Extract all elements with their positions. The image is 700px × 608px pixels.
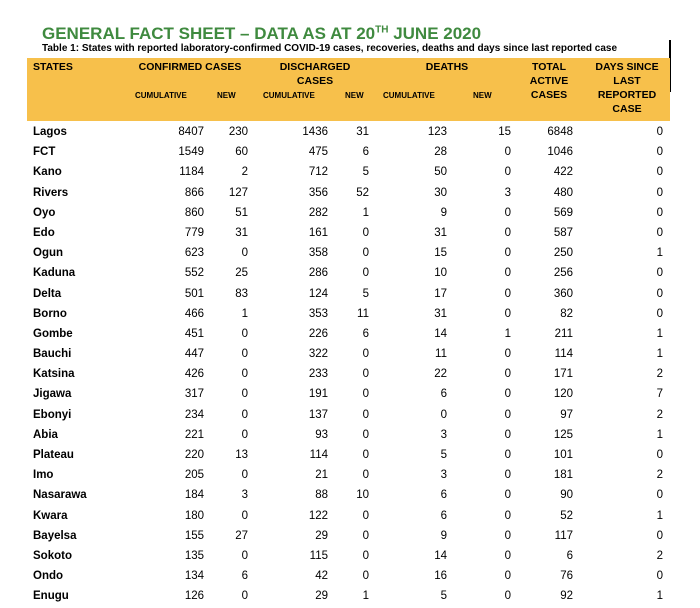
header-days-3: REPORTED <box>597 89 657 101</box>
deaths-cumulative: 3 <box>440 469 447 482</box>
days-since-last: 0 <box>656 226 663 239</box>
days-since-last: 1 <box>656 327 663 340</box>
state-name: Bayelsa <box>33 529 77 542</box>
table-row <box>27 426 670 446</box>
discharged-new: 31 <box>356 126 369 138</box>
deaths-cumulative: 9 <box>440 529 447 542</box>
discharged-new: 0 <box>362 449 369 461</box>
deaths-cumulative: 14 <box>434 327 447 340</box>
total-active: 52 <box>560 509 573 522</box>
confirmed-cumulative: 184 <box>184 489 204 502</box>
confirmed-new: 60 <box>235 146 248 159</box>
discharged-cumulative: 191 <box>308 388 328 401</box>
discharged-new: 0 <box>362 247 369 260</box>
discharged-new: 6 <box>362 327 369 340</box>
deaths-new: 0 <box>504 226 511 239</box>
state-name: Ondo <box>33 570 64 583</box>
confirmed-cumulative: 552 <box>184 267 204 280</box>
discharged-cumulative: 233 <box>308 368 328 381</box>
table-row <box>27 365 670 385</box>
state-name: Delta <box>33 287 62 300</box>
days-since-last: 1 <box>656 590 663 603</box>
discharged-cumulative: 21 <box>315 469 328 482</box>
discharged-cumulative: 1436 <box>302 126 328 138</box>
discharged-cumulative: 88 <box>315 489 328 502</box>
table-row <box>27 264 670 284</box>
state-name: Abia <box>33 428 58 441</box>
table-row <box>27 184 670 204</box>
deaths-new: 0 <box>504 166 511 179</box>
total-active: 92 <box>560 590 573 603</box>
confirmed-new: 0 <box>241 368 248 381</box>
confirmed-new: 0 <box>241 428 248 441</box>
discharged-cumulative: 226 <box>308 327 328 340</box>
confirmed-cumulative: 205 <box>184 469 204 482</box>
table-row <box>27 527 670 547</box>
confirmed-cumulative: 1184 <box>179 166 204 179</box>
total-active: 101 <box>553 449 573 461</box>
state-name: Jigawa <box>33 388 72 401</box>
days-since-last: 0 <box>656 307 663 320</box>
header-deaths-cumulative: CUMULATIVE <box>383 91 435 100</box>
deaths-new: 0 <box>504 489 511 502</box>
deaths-cumulative: 22 <box>434 368 447 381</box>
table-row <box>27 244 670 264</box>
days-since-last: 0 <box>656 126 663 138</box>
days-since-last: 0 <box>656 489 663 502</box>
confirmed-new: 27 <box>235 529 248 542</box>
deaths-new: 15 <box>498 126 511 138</box>
table-row <box>27 507 670 527</box>
confirmed-new: 1 <box>241 307 248 320</box>
deaths-cumulative: 5 <box>440 590 447 603</box>
table-row <box>27 547 670 567</box>
discharged-new: 0 <box>362 509 369 522</box>
days-since-last: 0 <box>656 267 663 280</box>
header-total-1: TOTAL <box>531 61 567 73</box>
total-active: 171 <box>553 368 573 381</box>
table-body <box>27 123 670 608</box>
confirmed-new: 0 <box>241 388 248 401</box>
header-discharged-1: DISCHARGED <box>279 61 351 73</box>
header-days-2: LAST <box>613 75 641 87</box>
deaths-new: 0 <box>504 247 511 260</box>
total-active: 6 <box>566 549 573 562</box>
days-since-last: 2 <box>656 549 663 562</box>
state-name: Gombe <box>33 327 73 340</box>
table-row <box>27 325 670 345</box>
table-row <box>27 446 670 466</box>
deaths-cumulative: 17 <box>434 287 447 300</box>
table-row <box>27 204 670 224</box>
table-row <box>27 466 670 486</box>
state-name: Rivers <box>33 186 69 199</box>
header-discharged-cumulative: CUMULATIVE <box>263 91 315 100</box>
table-row <box>27 486 670 506</box>
days-since-last: 0 <box>656 186 663 199</box>
table-row <box>27 123 670 143</box>
header-confirmed-new: NEW <box>217 91 236 100</box>
confirmed-cumulative: 623 <box>184 247 204 260</box>
days-since-last: 0 <box>656 570 663 583</box>
table-row <box>27 285 670 305</box>
deaths-new: 1 <box>504 327 511 340</box>
days-since-last: 1 <box>656 509 663 522</box>
state-name: Imo <box>33 469 54 482</box>
total-active: 125 <box>553 428 573 441</box>
deaths-new: 0 <box>504 267 511 280</box>
deaths-cumulative: 10 <box>434 267 447 280</box>
deaths-cumulative: 0 <box>440 408 447 421</box>
confirmed-cumulative: 220 <box>184 449 204 461</box>
table-header <box>27 58 670 121</box>
state-name: Sokoto <box>33 549 72 562</box>
header-total-2: ACTIVE <box>529 75 569 87</box>
deaths-new: 0 <box>504 449 511 461</box>
discharged-new: 5 <box>362 166 369 179</box>
days-since-last: 0 <box>656 529 663 542</box>
confirmed-new: 2 <box>241 166 248 179</box>
confirmed-cumulative: 8407 <box>178 126 204 138</box>
confirmed-new: 0 <box>241 549 248 562</box>
deaths-cumulative: 3 <box>440 428 447 441</box>
confirmed-new: 0 <box>241 408 248 421</box>
days-since-last: 0 <box>656 449 663 461</box>
confirmed-new: 0 <box>241 327 248 340</box>
days-since-last: 2 <box>656 368 663 381</box>
days-since-last: 2 <box>656 469 663 482</box>
deaths-new: 0 <box>504 348 511 361</box>
deaths-cumulative: 123 <box>427 126 447 138</box>
discharged-new: 0 <box>362 226 369 239</box>
discharged-cumulative: 358 <box>308 247 328 260</box>
deaths-new: 0 <box>504 388 511 401</box>
confirmed-cumulative: 466 <box>184 307 204 320</box>
days-since-last: 0 <box>656 166 663 179</box>
header-discharged-new: NEW <box>345 91 364 100</box>
discharged-cumulative: 114 <box>309 449 328 461</box>
deaths-new: 0 <box>504 529 511 542</box>
deaths-cumulative: 30 <box>434 186 447 199</box>
deaths-new: 3 <box>504 186 511 199</box>
deaths-cumulative: 5 <box>440 449 447 461</box>
discharged-cumulative: 161 <box>308 226 328 239</box>
discharged-new: 1 <box>362 590 369 603</box>
discharged-cumulative: 356 <box>308 186 328 199</box>
discharged-cumulative: 29 <box>315 590 328 603</box>
state-name: Enugu <box>33 590 69 603</box>
confirmed-cumulative: 501 <box>184 287 204 300</box>
deaths-cumulative: 6 <box>440 489 447 502</box>
deaths-new: 0 <box>504 590 511 603</box>
days-since-last: 0 <box>656 206 663 219</box>
header-days-4: CASE <box>612 103 642 115</box>
state-name: Borno <box>33 307 67 320</box>
table-row <box>27 385 670 405</box>
deaths-cumulative: 31 <box>434 307 447 320</box>
header-discharged-2: CASES <box>296 75 334 87</box>
total-active: 250 <box>553 247 573 260</box>
confirmed-new: 0 <box>241 348 248 361</box>
total-active: 360 <box>553 287 573 300</box>
deaths-new: 0 <box>504 307 511 320</box>
confirmed-new: 6 <box>241 570 248 583</box>
days-since-last: 1 <box>656 247 663 260</box>
deaths-new: 0 <box>504 146 511 159</box>
header-confirmed-cumulative: CUMULATIVE <box>135 91 187 100</box>
deaths-cumulative: 16 <box>434 570 447 583</box>
deaths-new: 0 <box>504 549 511 562</box>
deaths-cumulative: 11 <box>435 348 447 361</box>
deaths-new: 0 <box>504 287 511 300</box>
total-active: 1046 <box>547 146 573 159</box>
discharged-cumulative: 286 <box>308 267 328 280</box>
confirmed-new: 230 <box>228 126 248 138</box>
confirmed-cumulative: 451 <box>184 327 204 340</box>
state-name: Lagos <box>33 126 67 138</box>
table-row <box>27 224 670 244</box>
discharged-cumulative: 282 <box>308 206 328 219</box>
discharged-cumulative: 353 <box>308 307 328 320</box>
confirmed-new: 25 <box>235 267 248 280</box>
discharged-cumulative: 124 <box>308 287 328 300</box>
confirmed-cumulative: 134 <box>184 570 204 583</box>
total-active: 480 <box>553 186 573 199</box>
deaths-new: 0 <box>504 469 511 482</box>
confirmed-cumulative: 866 <box>184 186 204 199</box>
table-row <box>27 406 670 426</box>
table-row <box>27 567 670 587</box>
header-deaths-new: NEW <box>473 91 492 100</box>
total-active: 120 <box>553 388 573 401</box>
discharged-new: 0 <box>362 570 369 583</box>
total-active: 76 <box>560 570 573 583</box>
confirmed-cumulative: 180 <box>184 509 204 522</box>
discharged-new: 52 <box>356 186 369 199</box>
confirmed-new: 0 <box>241 469 248 482</box>
state-name: Katsina <box>33 368 75 381</box>
total-active: 90 <box>560 489 573 502</box>
discharged-cumulative: 29 <box>315 529 328 542</box>
state-name: Nasarawa <box>33 489 87 502</box>
page-title: GENERAL FACT SHEET – DATA AS AT 20TH JUNE 2020 <box>42 24 482 43</box>
confirmed-new: 31 <box>235 226 248 239</box>
table-row <box>27 587 670 607</box>
discharged-new: 0 <box>362 348 369 361</box>
total-active: 256 <box>553 267 573 280</box>
confirmed-cumulative: 234 <box>184 408 204 421</box>
confirmed-new: 83 <box>235 287 248 300</box>
total-active: 97 <box>560 408 573 421</box>
discharged-new: 0 <box>362 529 369 542</box>
state-name: Ebonyi <box>33 408 72 421</box>
deaths-new: 0 <box>504 509 511 522</box>
discharged-new: 11 <box>357 307 369 320</box>
discharged-cumulative: 115 <box>309 549 328 562</box>
discharged-new: 5 <box>362 287 369 300</box>
discharged-cumulative: 42 <box>315 570 328 583</box>
days-since-last: 0 <box>656 146 663 159</box>
confirmed-cumulative: 447 <box>184 348 204 361</box>
confirmed-cumulative: 221 <box>184 428 204 441</box>
total-active: 587 <box>553 226 573 239</box>
state-name: Ogun <box>33 247 64 260</box>
discharged-new: 0 <box>362 428 369 441</box>
discharged-new: 0 <box>362 368 369 381</box>
confirmed-cumulative: 135 <box>184 549 204 562</box>
deaths-new: 0 <box>504 570 511 583</box>
confirmed-cumulative: 860 <box>184 206 204 219</box>
header-days-1: DAYS SINCE <box>595 61 659 73</box>
confirmed-cumulative: 126 <box>184 590 204 603</box>
confirmed-new: 3 <box>241 489 248 502</box>
total-active: 422 <box>553 166 573 179</box>
confirmed-new: 0 <box>241 590 248 603</box>
total-active: 82 <box>560 307 573 320</box>
deaths-cumulative: 14 <box>434 549 447 562</box>
state-name: Kano <box>33 166 62 179</box>
deaths-cumulative: 28 <box>434 146 447 159</box>
confirmed-cumulative: 779 <box>184 226 204 239</box>
discharged-new: 0 <box>362 388 369 401</box>
days-since-last: 0 <box>656 287 663 300</box>
table-caption: Table 1: States with reported laboratory-confirmed COVID-19 cases, recoveries, deaths and days since last reported case <box>42 43 618 54</box>
total-active: 181 <box>553 469 573 482</box>
deaths-cumulative: 6 <box>440 388 447 401</box>
state-name: FCT <box>33 146 56 159</box>
deaths-new: 0 <box>504 368 511 381</box>
total-active: 211 <box>554 327 573 340</box>
discharged-new: 6 <box>362 146 369 159</box>
total-active: 569 <box>553 206 573 219</box>
header-total-3: CASES <box>530 89 568 101</box>
state-name: Bauchi <box>33 348 72 361</box>
confirmed-new: 127 <box>228 186 248 199</box>
days-since-last: 1 <box>656 428 663 441</box>
discharged-cumulative: 322 <box>308 348 328 361</box>
total-active: 6848 <box>547 126 573 138</box>
days-since-last: 7 <box>656 388 663 401</box>
discharged-new: 0 <box>362 469 369 482</box>
confirmed-cumulative: 155 <box>184 529 204 542</box>
table-row <box>27 345 670 365</box>
discharged-new: 0 <box>362 549 369 562</box>
state-name: Kaduna <box>33 267 76 280</box>
discharged-new: 10 <box>356 489 369 502</box>
header-states: STATES <box>33 61 73 73</box>
confirmed-cumulative: 317 <box>184 388 204 401</box>
state-name: Oyo <box>33 206 56 219</box>
discharged-cumulative: 137 <box>308 408 328 421</box>
deaths-cumulative: 6 <box>440 509 447 522</box>
state-name: Edo <box>33 226 55 239</box>
state-name: Kwara <box>33 509 68 522</box>
total-active: 114 <box>554 348 573 361</box>
deaths-new: 0 <box>504 428 511 441</box>
table-row <box>27 163 670 183</box>
confirmed-new: 0 <box>241 247 248 260</box>
discharged-new: 0 <box>362 267 369 280</box>
discharged-new: 0 <box>362 408 369 421</box>
deaths-new: 0 <box>504 206 511 219</box>
discharged-cumulative: 475 <box>308 146 328 159</box>
deaths-cumulative: 50 <box>434 166 447 179</box>
discharged-cumulative: 93 <box>315 428 328 441</box>
days-since-last: 1 <box>656 348 663 361</box>
deaths-cumulative: 9 <box>440 206 447 219</box>
state-name: Plateau <box>33 449 74 461</box>
header-confirmed: CONFIRMED CASES <box>138 61 242 73</box>
confirmed-new: 51 <box>235 206 248 219</box>
table-row <box>27 143 670 163</box>
total-active: 117 <box>554 529 573 542</box>
deaths-cumulative: 15 <box>434 247 447 260</box>
deaths-new: 0 <box>504 408 511 421</box>
confirmed-new: 0 <box>241 509 248 522</box>
confirmed-cumulative: 1549 <box>178 146 204 159</box>
discharged-new: 1 <box>362 206 369 219</box>
days-since-last: 2 <box>656 408 663 421</box>
header-deaths: DEATHS <box>425 61 469 73</box>
discharged-cumulative: 712 <box>308 166 328 179</box>
table-row <box>27 305 670 325</box>
deaths-cumulative: 31 <box>434 226 447 239</box>
discharged-cumulative: 122 <box>308 509 328 522</box>
confirmed-cumulative: 426 <box>184 368 204 381</box>
confirmed-new: 13 <box>235 449 248 461</box>
